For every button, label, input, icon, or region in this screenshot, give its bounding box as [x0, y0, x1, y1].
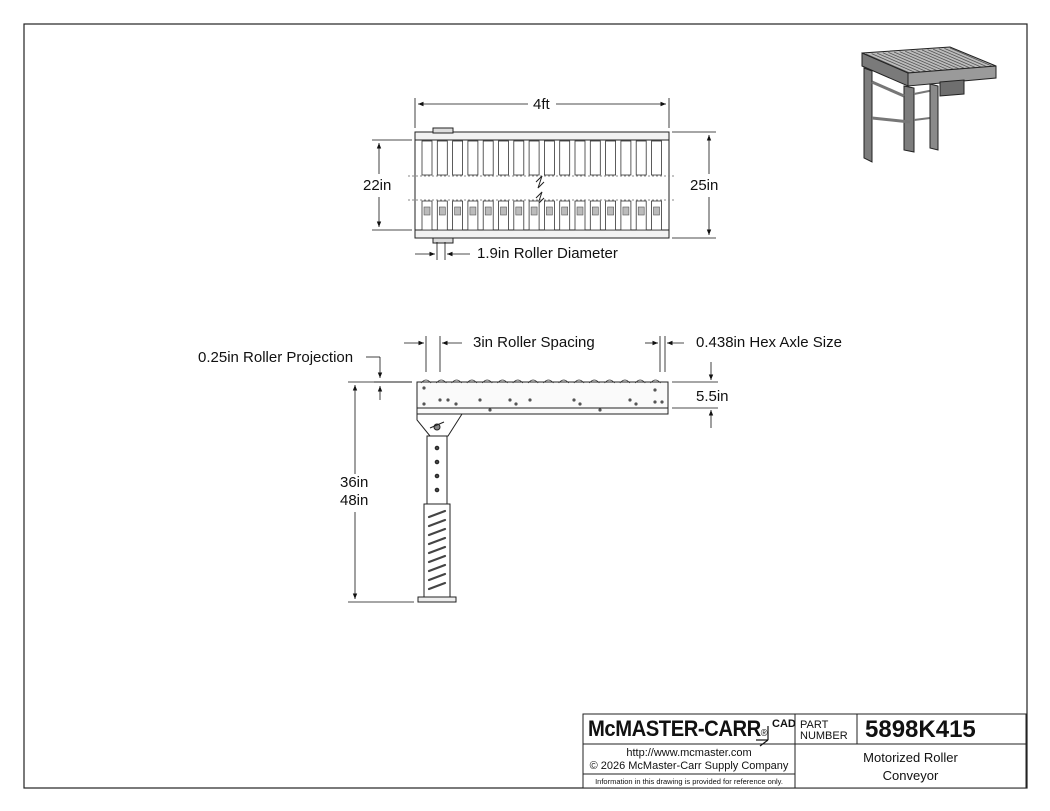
part-number: 5898K415 [865, 716, 976, 743]
roller [636, 201, 646, 230]
roller [621, 201, 631, 230]
roller [575, 141, 585, 175]
frame-hole [628, 398, 631, 401]
roller [453, 201, 463, 230]
top-view [408, 128, 676, 243]
isometric-view [862, 47, 996, 162]
roller-bracket [592, 207, 598, 215]
roller-bracket [501, 207, 507, 215]
roller [636, 141, 646, 175]
roller [437, 201, 447, 230]
website-url: http://www.mcmaster.com [626, 747, 752, 759]
description-line1: Motorized Roller [863, 750, 958, 765]
registered-mark: ® [760, 728, 768, 739]
frame-hole [508, 398, 511, 401]
part-label-line1: PART [800, 719, 829, 731]
frame-hole [454, 402, 457, 405]
roller [514, 201, 524, 230]
side-view [417, 380, 668, 602]
roller [544, 201, 554, 230]
roller [652, 201, 662, 230]
description-line2: Conveyor [882, 768, 939, 783]
roller-bracket [470, 207, 476, 215]
width-outer-label: 25in [690, 177, 719, 194]
roller [529, 141, 539, 175]
frame-hole [653, 388, 656, 391]
roller [621, 141, 631, 175]
roller [483, 141, 493, 175]
frame-hole [598, 408, 601, 411]
roller [422, 141, 432, 175]
roller [468, 201, 478, 230]
frame-hole [572, 398, 575, 401]
roller [514, 141, 524, 175]
width-inner-label: 22in [363, 177, 392, 194]
roller [560, 201, 570, 230]
dim-hex-axle [645, 336, 684, 372]
roller [606, 201, 616, 230]
frame-hole [578, 402, 581, 405]
roller [590, 141, 600, 175]
roller [483, 201, 493, 230]
roller [606, 141, 616, 175]
hex-axle-label: 0.438in Hex Axle Size [696, 334, 842, 351]
frame-hole [634, 402, 637, 405]
roller [468, 141, 478, 175]
frame-hole [653, 400, 656, 403]
roller-spacing-label: 3in Roller Spacing [473, 334, 595, 351]
disclaimer: Information in this drawing is provided for reference only. [595, 777, 783, 786]
roller [422, 201, 432, 230]
dim-roller-spacing [404, 336, 462, 372]
roller-bracket [562, 207, 568, 215]
cad-label: CAD [772, 718, 796, 730]
roller-bracket [516, 207, 522, 215]
frame-hole [438, 398, 441, 401]
brand-logo [588, 716, 767, 742]
roller [560, 141, 570, 175]
height-max-label: 48in [340, 492, 369, 509]
roller-bracket [608, 207, 614, 215]
frame-hole [514, 402, 517, 405]
roller-bracket [577, 207, 583, 215]
roller-bracket [531, 207, 537, 215]
roller-bracket [485, 207, 491, 215]
brand-name: McMASTER-CARR [588, 716, 761, 741]
frame-hole [478, 398, 481, 401]
roller [590, 201, 600, 230]
roller [544, 141, 554, 175]
frame-hole [660, 400, 663, 403]
roller [529, 201, 539, 230]
dim-roller-projection [366, 357, 412, 400]
roller-bracket [546, 207, 552, 215]
roller [499, 141, 509, 175]
roller [499, 201, 509, 230]
roller [437, 141, 447, 175]
roller-bracket [439, 207, 445, 215]
frame-hole [422, 402, 425, 405]
roller-bracket [623, 207, 629, 215]
roller-bracket [638, 207, 644, 215]
copyright: © 2026 McMaster-Carr Supply Company [589, 760, 789, 772]
dim-roller-diameter [415, 242, 470, 260]
roller-bracket [424, 207, 430, 215]
frame-height-label: 5.5in [696, 388, 729, 405]
frame-hole [488, 408, 491, 411]
roller [575, 201, 585, 230]
frame-hole [422, 386, 425, 389]
part-label-line2: NUMBER [800, 730, 848, 742]
length-label: 4ft [533, 96, 550, 113]
height-min-label: 36in [340, 474, 369, 491]
roller [453, 141, 463, 175]
frame-hole [446, 398, 449, 401]
roller [652, 141, 662, 175]
roller-diameter-label: 1.9in Roller Diameter [477, 245, 618, 262]
roller-bracket [654, 207, 660, 215]
roller-projection-label: 0.25in Roller Projection [198, 349, 354, 366]
roller-bracket [455, 207, 461, 215]
frame-hole [528, 398, 531, 401]
